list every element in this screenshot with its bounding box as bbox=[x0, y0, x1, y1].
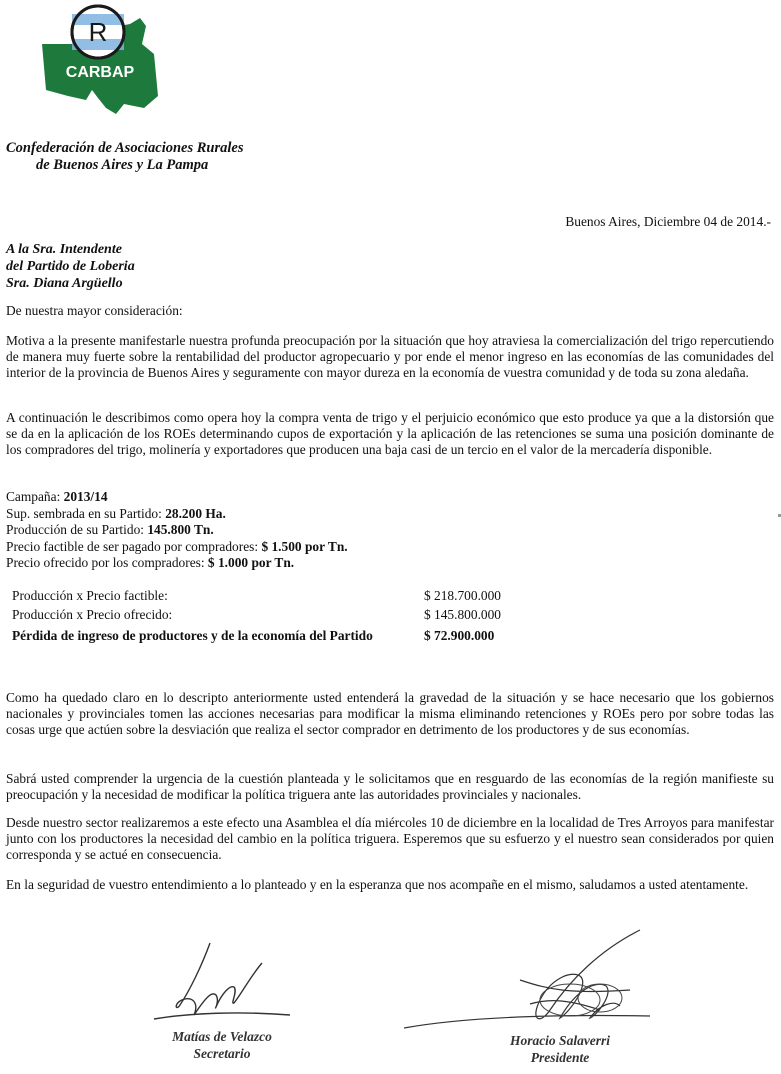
paragraph-2: A continuación le describimos como opera hoy la compra venta de trigo y el perjuicio económico que esto produce ya que a la distorsión que se da en la aplicación de los ROEs determinando cupos de exportación y la aplicación de las retenciones se suma una posición dominante de los compradores del trigo, molinería y exportadores que producen una baja casi de un tercio en el valor de la mercadería disponible. bbox=[6, 410, 774, 457]
signature-presidente bbox=[400, 920, 660, 1035]
addressee-line: del Partido de Loberia bbox=[6, 259, 135, 274]
signatory-1 bbox=[140, 1028, 304, 1062]
table-label: Producción x Precio factible: bbox=[12, 588, 168, 603]
org-line-1: Confederación de Asociaciones Rurales bbox=[6, 140, 244, 156]
paragraph-5: Desde nuestro sector realizaremos a este efecto una Asamblea el día miércoles 10 de diciembre en la localidad de Tres Arroyos para manifestar junto con los productores la necesidad del cambio en la política triguera. Esperemos que su esfuerzo y el nuestro sean considerados por quien corresponda y se actué en consecuencia. bbox=[6, 815, 774, 862]
paragraph-6: En la seguridad de vuestro entendimiento a lo planteado y en la esperanza que nos acompañe en el mismo, saludamos a usted atentamente. bbox=[6, 877, 749, 892]
addressee-line: A la Sra. Intendente bbox=[6, 242, 122, 257]
table-label: Producción x Precio ofrecido: bbox=[12, 607, 173, 622]
logo-name: CARBAP bbox=[65, 64, 135, 81]
carbap-logo bbox=[36, 4, 160, 120]
fact-row: Precio factible de ser pagado por compradores: $ 1.500 por Tn. bbox=[6, 538, 348, 554]
table-value: $ 145.800.000 bbox=[424, 607, 501, 622]
paragraph-4: Sabrá usted comprender la urgencia de la cuestión planteada y le solicitamos que en resguardo de las economías de la región manifieste su preocupación y la necesidad de modificar la política triguera ante las autoridades provinciales y nacionales. bbox=[6, 771, 774, 802]
emblem-letter: R bbox=[88, 17, 108, 47]
fact-row: Campaña: 2013/14 bbox=[6, 489, 108, 504]
fact-row: Producción de su Partido: 145.800 Tn. bbox=[6, 522, 214, 537]
paragraph-3: Como ha quedado claro en lo descripto anteriormente usted entenderá la gravedad de la situación y se hace necesario que los gobiernos nacionales y provinciales tomen las acciones necesarias para modificar la misma eliminando retenciones y ROEs pero por sobre todas las cosas urge que actúen sobre la desviación que realiza el sector comprador en detrimento de los productores y de sus economías. bbox=[6, 690, 774, 737]
paragraph-1: Motiva a la presente manifestarle nuestra profunda preocupación por la situación que hoy atraviesa la comercialización del trigo repercutiendo de manera muy fuerte sobre la rentabilidad del productor agropecuario y por ende el menor ingreso en las economías de las comunidades del interior de la provincia de Buenos Aires y seguramente con mayor dureza en la economía de vuestra comunidad y de toda su zona aledaña. bbox=[6, 333, 774, 380]
letter-date: Buenos Aires, Diciembre 04 de 2014.- bbox=[565, 214, 771, 229]
addressee-block bbox=[6, 241, 135, 292]
organization-name bbox=[6, 140, 244, 174]
signature-secretario bbox=[150, 935, 300, 1035]
table-row bbox=[12, 588, 532, 604]
loss-table bbox=[12, 588, 532, 645]
table-row-total bbox=[12, 626, 532, 645]
table-value: $ 218.700.000 bbox=[424, 588, 501, 603]
org-line-2: de Buenos Aires y La Pampa bbox=[36, 157, 209, 173]
signatory-name: Horacio Salaverri bbox=[509, 1033, 611, 1048]
greeting: De nuestra mayor consideración: bbox=[6, 303, 183, 318]
signatory-title: Presidente bbox=[530, 1050, 590, 1065]
addressee-line: Sra. Diana Argüello bbox=[6, 276, 123, 291]
table-label: Pérdida de ingreso de productores y de la economía del Partido bbox=[12, 628, 373, 643]
signatory-title: Secretario bbox=[193, 1046, 251, 1061]
facts-list bbox=[6, 489, 348, 572]
fact-row: Precio ofrecido por los compradores: $ 1.000 por Tn. bbox=[6, 555, 295, 570]
signatory-name: Matías de Velazco bbox=[172, 1029, 272, 1044]
signatory-2 bbox=[470, 1032, 650, 1066]
table-row bbox=[12, 607, 532, 623]
fact-row: Sup. sembrada en su Partido: 28.200 Ha. bbox=[6, 505, 226, 521]
table-value: $ 72.900.000 bbox=[424, 628, 495, 643]
